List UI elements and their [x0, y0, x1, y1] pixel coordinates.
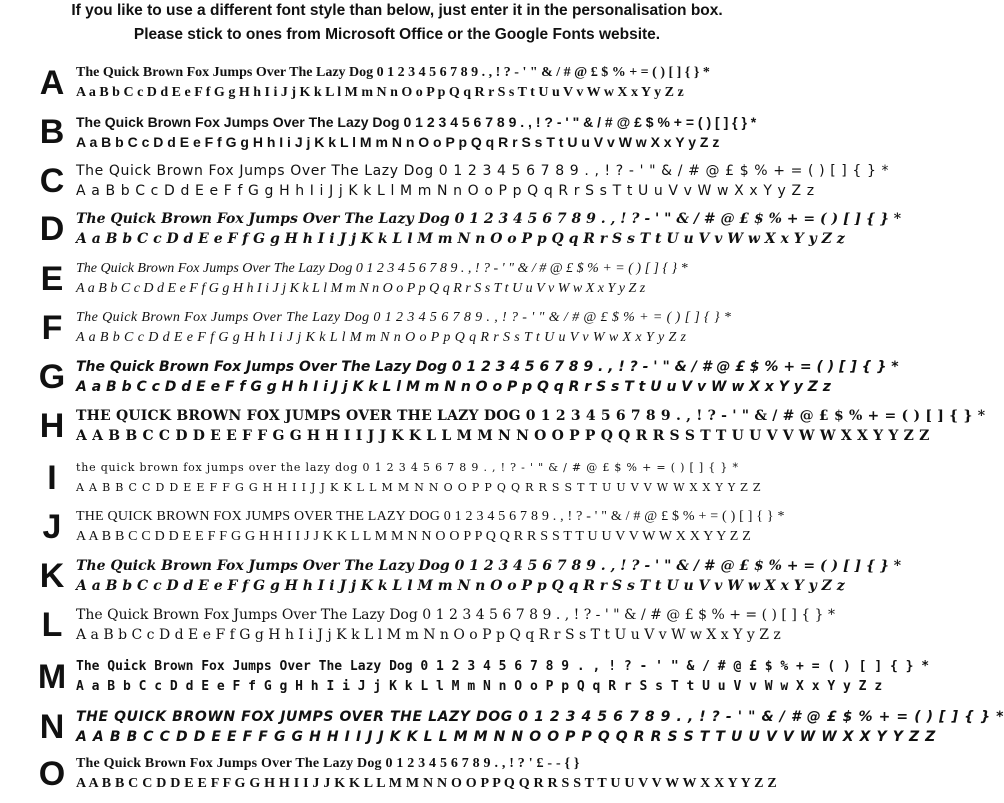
font-letter: G [38, 358, 66, 396]
font-letter: O [38, 755, 66, 793]
font-sample-text: The Quick Brown Fox Jumps Over The Lazy Dog 0 1 2 3 4 5 6 7 8 9 . , ! ? - ' " & / # @ £ $ % + = ( ) [ ] { } * [76, 211, 902, 227]
font-alphabet-text: A a B b C c D d E e F f G g H h I i J j K k L l M m N n O o P p Q q R r S s T t U u V v W w X x Y y Z z [76, 134, 720, 150]
font-row-e [0, 258, 794, 308]
font-letter: F [41, 309, 63, 347]
instruction-line-1: If you like to use a different font style than below, just enter it in the personalisation box. [71, 2, 723, 19]
instruction-line-2: Please stick to ones from Microsoft Office or the Google Fonts website. [133, 26, 661, 43]
font-alphabet-text: A a B b C c D d E e F f G g H h I i J j K k L l M m N n O o P p Q q R r S s T t U u V v W w X x Y y Z z [76, 379, 831, 395]
font-letter: L [41, 606, 63, 644]
font-letter: I [47, 459, 57, 497]
font-row-b [0, 111, 794, 161]
font-row-f [0, 307, 794, 357]
font-alphabet-text: A a B b C c D d E e F f G g H h I i J j K k L l M m N n O o P p Q q R r S s T t U u V v W w X x Y y Z z [76, 183, 815, 199]
font-sample-text: THE QUICK BROWN FOX JUMPS OVER THE LAZY DOG 0 1 2 3 4 5 6 7 8 9 . , ! ? - ' " & / # @ £ $ % + = ( ) [ ] { } * [76, 709, 1004, 725]
font-sample-text: THE QUICK BROWN FOX JUMPS OVER THE LAZY DOG 0 1 2 3 4 5 6 7 8 9 . , ! ? - ' " & / # @ £ $ % + = ( ) [ ] { } * [76, 509, 785, 524]
font-sample-text: The Quick Brown Fox Jumps Over The Lazy Dog 0 1 2 3 4 5 6 7 8 9 . , ! ? - ' " & / # @ £ $ % + = ( ) [ ] { } * [76, 65, 710, 80]
font-sample-text: the quick brown fox jumps over the lazy dog 0 1 2 3 4 5 6 7 8 9 . , ! ? - ' " & / # @ £ $ % + = ( ) [ ] { } * [76, 461, 739, 474]
font-row-k [0, 555, 902, 605]
font-alphabet-text: A a B b C c D d E e F f G g H h I i J j K k L l M m N n O o P p Q q R r S s T t U u V v W w X x Y y Z z [76, 231, 845, 247]
font-letter: J [42, 508, 62, 546]
font-alphabet-text: A A B B C C D D E E F F G G H H I I J J K K L L M M N N O O P P Q Q R R S S T T U U V V W W X X Y Y Z Z [76, 529, 751, 544]
font-alphabet-text: A A B B C C D D E E F F G G H H I I J J K K L L M M N N O O P P Q Q R R S S T T U U V V W W X X Y Y Z Z [76, 729, 936, 745]
font-alphabet-text: A a B b C c D d E e F f G g H h I i J j K k L l M m N n O o P p Q q R r S s T t U u V v W w X x Y y Z z [76, 679, 883, 694]
font-sample-text: The Quick Brown Fox Jumps Over The Lazy Dog 0 1 2 3 4 5 6 7 8 9 . , ! ? - ' " & / # @ £ $ % + = ( ) [ ] { } * [76, 114, 757, 130]
font-alphabet-text: A a B b C c D d E e F f G g H h I i J j K k L l M m N n O o P p Q q R r S s T t U u V v W w X x Y y Z z [76, 330, 687, 345]
font-letter: E [40, 260, 64, 298]
font-row-l [0, 604, 835, 654]
font-letter: N [39, 708, 65, 746]
font-sample-text: The Quick Brown Fox Jumps Over The Lazy Dog 0 1 2 3 4 5 6 7 8 9 . , ! ? - ' " & / # @ £ $ % + = ( ) [ ] { } * [76, 261, 688, 276]
font-row-j [0, 506, 794, 556]
font-alphabet-text: A A B B C C D D E E F F G G H H I I J J K K L L M M N N O O P P Q Q R R S S T T U U V V W W X X Y Y Z Z [76, 481, 762, 494]
font-sample-text: The Quick Brown Fox Jumps Over The Lazy Dog 0 1 2 3 4 5 6 7 8 9 . , ! ? - ' " & / # @ £ $ % + = ( ) [ ] { } * [76, 359, 899, 375]
font-sample-text: The Quick Brown Fox Jumps Over The Lazy Dog 0 1 2 3 4 5 6 7 8 9 . , ! ? ' £ - - { } [76, 756, 580, 771]
font-alphabet-text: A a B b C c D d E e F f G g H h I i J j K k L l M m N n O o P p Q q R r S s T t U u V v W w X x Y y Z z [76, 627, 781, 643]
font-row-n [0, 706, 1004, 756]
font-row-m [0, 656, 930, 706]
font-alphabet-text: A a B b C c D d E e F f G g H h I i J j K k L l M m N n O o P p Q q R r S s T t U u V v W w X x Y y Z z [76, 281, 646, 296]
font-letter: B [39, 113, 65, 151]
font-row-o [0, 753, 794, 803]
font-sample-text: The Quick Brown Fox Jumps Over The Lazy Dog 0 1 2 3 4 5 6 7 8 9 . , ! ? - ' " & / # @ £ $ % + = ( ) [ ] { } * [76, 310, 732, 325]
font-sample-text: THE QUICK BROWN FOX JUMPS OVER THE LAZY DOG 0 1 2 3 4 5 6 7 8 9 . , ! ? - ' " & / # @ £ $ % + = ( ) [ ] { } * [76, 408, 986, 424]
font-row-i [0, 457, 794, 507]
font-letter: D [39, 210, 65, 248]
font-letter: A [39, 64, 65, 102]
font-sample-text: The Quick Brown Fox Jumps Over The Lazy Dog 0 1 2 3 4 5 6 7 8 9 . , ! ? - ' " & / # @ £ $ % + = ( ) [ ] { } * [76, 659, 930, 674]
font-sample-text: The Quick Brown Fox Jumps Over The Lazy Dog 0 1 2 3 4 5 6 7 8 9 . , ! ? - ' " & / # @ £ $ % + = ( ) [ ] { } * [76, 558, 902, 574]
font-row-a [0, 62, 794, 112]
font-sample-text: The Quick Brown Fox Jumps Over The Lazy Dog 0 1 2 3 4 5 6 7 8 9 . , ! ? - ' " & / # @ £ $ % + = ( ) [ ] { } * [76, 163, 890, 179]
font-row-h [0, 405, 986, 455]
font-row-c [0, 160, 890, 210]
font-letter: H [39, 407, 65, 445]
font-alphabet-text: A a B b C c D d E e F f G g H h I i J j K k L l M m N n O o P p Q q R r S s T t U u V v W w X x Y y Z z [76, 85, 684, 100]
font-alphabet-text: A A B B C C D D E E F F G G H H I I J J K K L L M M N N O O P P Q Q R R S S T T U U V V W W X X Y Y Z Z [76, 776, 777, 791]
font-row-g [0, 356, 899, 406]
font-alphabet-text: A A B B C C D D E E F F G G H H I I J J K K L L M M N N O O P P Q Q R R S S T T U U V V W W X X Y Y Z Z [76, 428, 930, 444]
font-letter: C [39, 162, 65, 200]
font-row-d [0, 208, 902, 258]
font-sample-text: The Quick Brown Fox Jumps Over The Lazy Dog 0 1 2 3 4 5 6 7 8 9 . , ! ? - ' " & / # @ £ $ % + = ( ) [ ] { } * [76, 607, 835, 623]
font-letter: M [37, 658, 67, 696]
font-letter: K [39, 557, 65, 595]
font-alphabet-text: A a B b C c D d E e F f G g H h I i J j K k L l M m N n O o P p Q q R r S s T t U u V v W w X x Y y Z z [76, 578, 845, 594]
